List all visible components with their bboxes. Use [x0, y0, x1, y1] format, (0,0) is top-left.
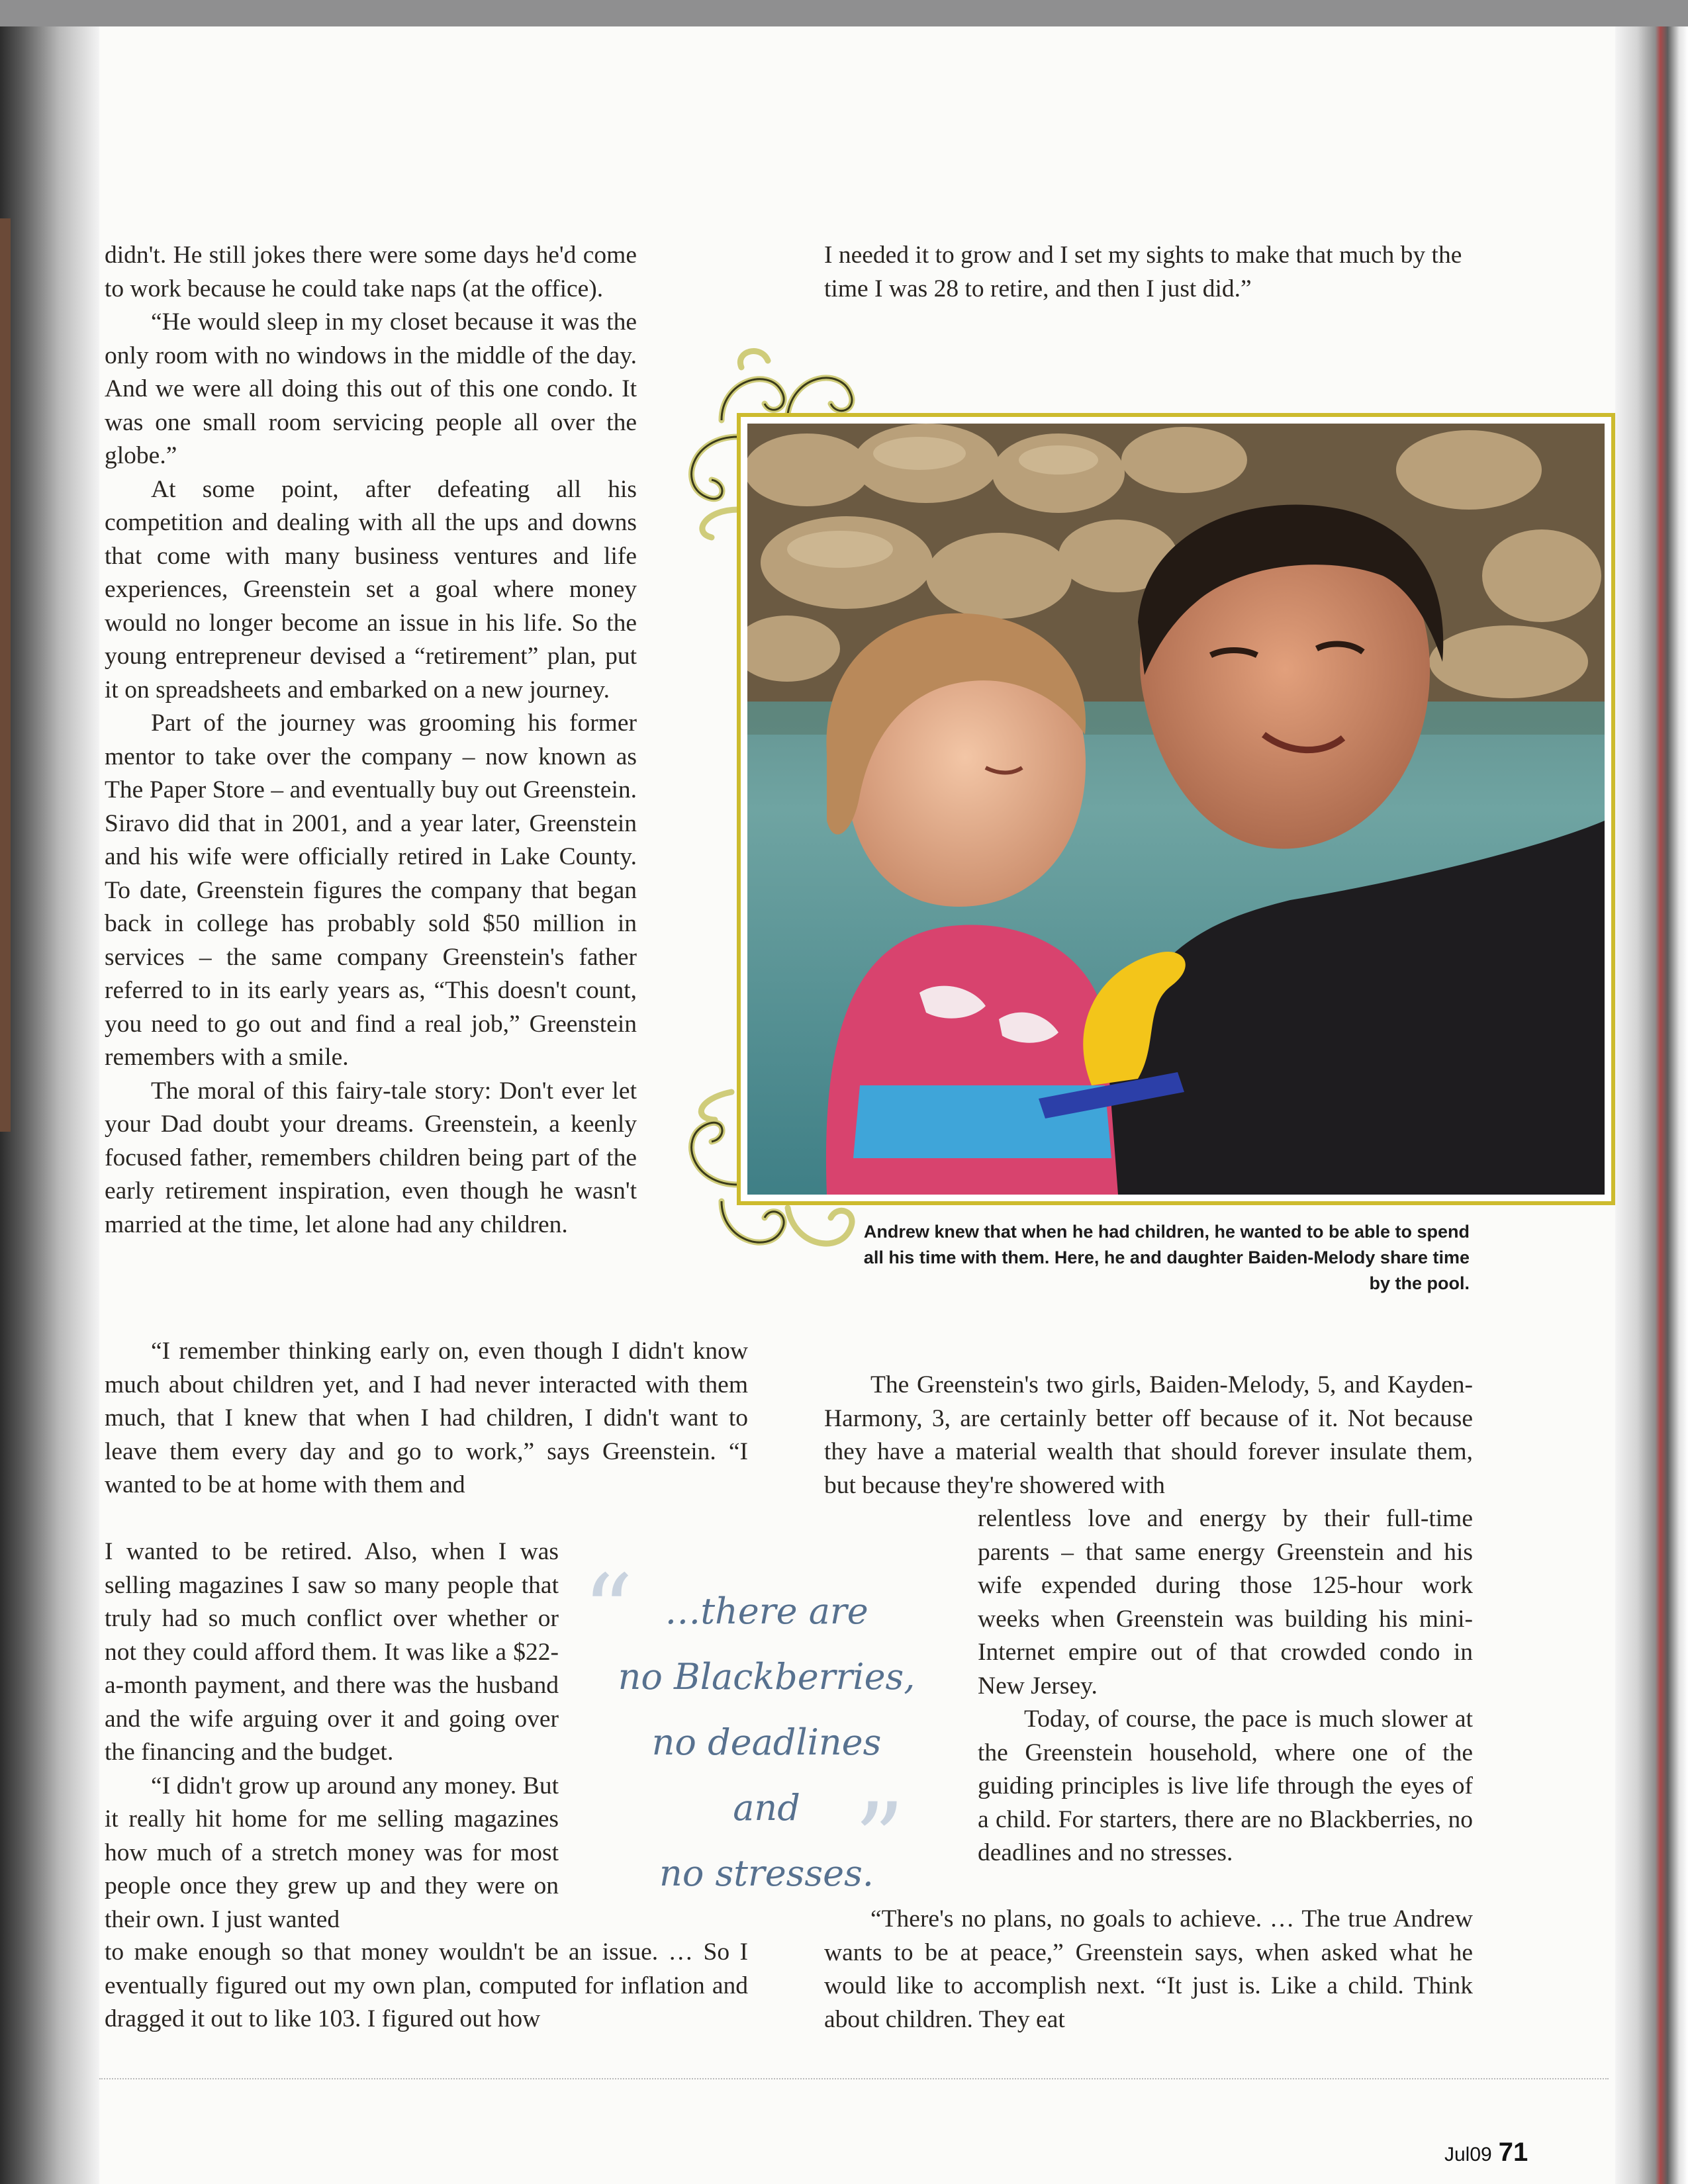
photo-frame	[737, 413, 1615, 1205]
paragraph: The moral of this fairy-tale story: Don't ever let your Dad doubt your dreams. Greenstein, a keenly focused father, remembers children being part of the early retirement inspiration, even though he wasn't married at the time, let alone had any children.	[105, 1077, 637, 1238]
article-column-right-narrow	[978, 1502, 1473, 1870]
page-folio	[1444, 2138, 1528, 2167]
paragraph: “I remember thinking early on, even though I didn't know much about children yet, and I had never interacted with them much, that I knew that when I had children, I didn't want to leave them every day and go to work,” says Greenstein. “I wanted to be at home with them and	[105, 1338, 748, 1498]
article-column-right-bottom	[824, 1903, 1473, 2036]
paragraph: to make enough so that money wouldn't be an issue. … So I eventually figured out my own plan, computed for inflation and dragged it out to like 103. I figured out how	[105, 1938, 748, 2032]
paragraph: “I didn't grow up around any money. But it really hit home for me selling magazines how much of a stretch money was for most people once they grew up and they were on their own. I just wanted	[105, 1772, 559, 1933]
paragraph: Part of the journey was grooming his former mentor to take over the company – now known as The Paper Store – and eventually buy out Greenstein. Siravo did that in 2001, and a year later, Greenstein and his wife were officially retired in Lake County. To date, Greenstein figures the company that began back in college has probably sold $50 million in services – the same company Greenstein's father referred to in its early years as, “This doesn't count, you need to go out and find a real job,” Greenstein remembers with a smile.	[105, 709, 637, 1071]
pullquote-line: no deadlines and	[651, 1721, 882, 1829]
pullquote-close-mark: ”	[854, 1782, 905, 1897]
adjacent-page-strip	[0, 218, 11, 1132]
article-column-right-mid	[824, 1369, 1473, 1502]
article-column-left-top	[105, 239, 637, 1242]
swirl-ornament-icon	[665, 424, 745, 543]
pool-photo	[747, 424, 1605, 1195]
paragraph: “He would sleep in my closet because it was the only room with no windows in the middle of the day. And we were all doing this out of this one condo. It was one small room servicing people all over the globe.”	[105, 308, 637, 469]
article-column-left-narrow	[105, 1535, 559, 1936]
paragraph: At some point, after defeating all his competition and dealing with all the ups and downs that come with many business ventures and life experiences, Greenstein set a goal where money would no longer become an issue in his life. So the young entrepreneur devised a “retirement” plan, put it on spreadsheets and embarked on a new journey.	[105, 475, 637, 704]
paragraph: “There's no plans, no goals to achieve. … The true Andrew wants to be at peace,” Greenstein says, when asked what he would like to accomplish next. “It just is. Like a child. Think about children. They eat	[824, 1905, 1473, 2033]
article-column-left-wide	[105, 1335, 748, 1502]
footer-divider	[99, 2078, 1609, 2079]
article-column-right-top	[824, 239, 1473, 306]
paragraph: relentless love and energy by their full-time parents – that same energy Greenstein and his wife expended during those 125-hour work weeks when Greenstein was building his mini-Internet empire out of that crowded condo in New Jersey.	[978, 1505, 1473, 1700]
photo-caption: Andrew knew that when he had children, he wanted to be able to spend all his time with them. Here, he and daughter Baiden-Melody share time by the pool.	[863, 1222, 1470, 1293]
page-number: 71	[1498, 2138, 1528, 2167]
swirl-ornament-icon	[665, 1079, 745, 1198]
photo-illustration	[747, 424, 1605, 1195]
paragraph: I wanted to be retired. Also, when I was selling magazines I saw so many people that truly had so much conflict over whether or not they could afford them. It was like a $22-a-month payment, and there was the husband and the wife arguing over it and going over the financing and the budget.	[105, 1538, 559, 1766]
pullquote-line: no stresses.	[659, 1852, 874, 1894]
paragraph: Today, of course, the pace is much slower at the Greenstein household, where one of the guiding principles is live life through the eyes of a child. For starters, there are no Blackberries, no deadlines and no stresses.	[978, 1706, 1473, 1866]
scan-top-edge	[0, 0, 1688, 26]
pullquote-line: no Blackberries,	[618, 1656, 915, 1698]
pullquote-open-mark: “	[583, 1554, 633, 1669]
pullquote-line: …there are	[665, 1590, 868, 1632]
magazine-spine	[1615, 26, 1688, 2184]
paragraph: The Greenstein's two girls, Baiden-Melody, 5, and Kayden-Harmony, 3, are certainly better off because of it. Not because they have a material wealth that should forever insulate them, but because they're showered with	[824, 1371, 1473, 1499]
issue-label: Jul09	[1444, 2144, 1492, 2165]
paragraph: didn't. He still jokes there were some days he'd come to work because he could take naps (at the office).	[105, 242, 637, 302]
paragraph: I needed it to grow and I set my sights to make that much by the time I was 28 to retire, and then I just did.”	[824, 242, 1462, 302]
scan-left-edge	[0, 26, 99, 2184]
article-column-left-bottom	[105, 1936, 748, 2036]
